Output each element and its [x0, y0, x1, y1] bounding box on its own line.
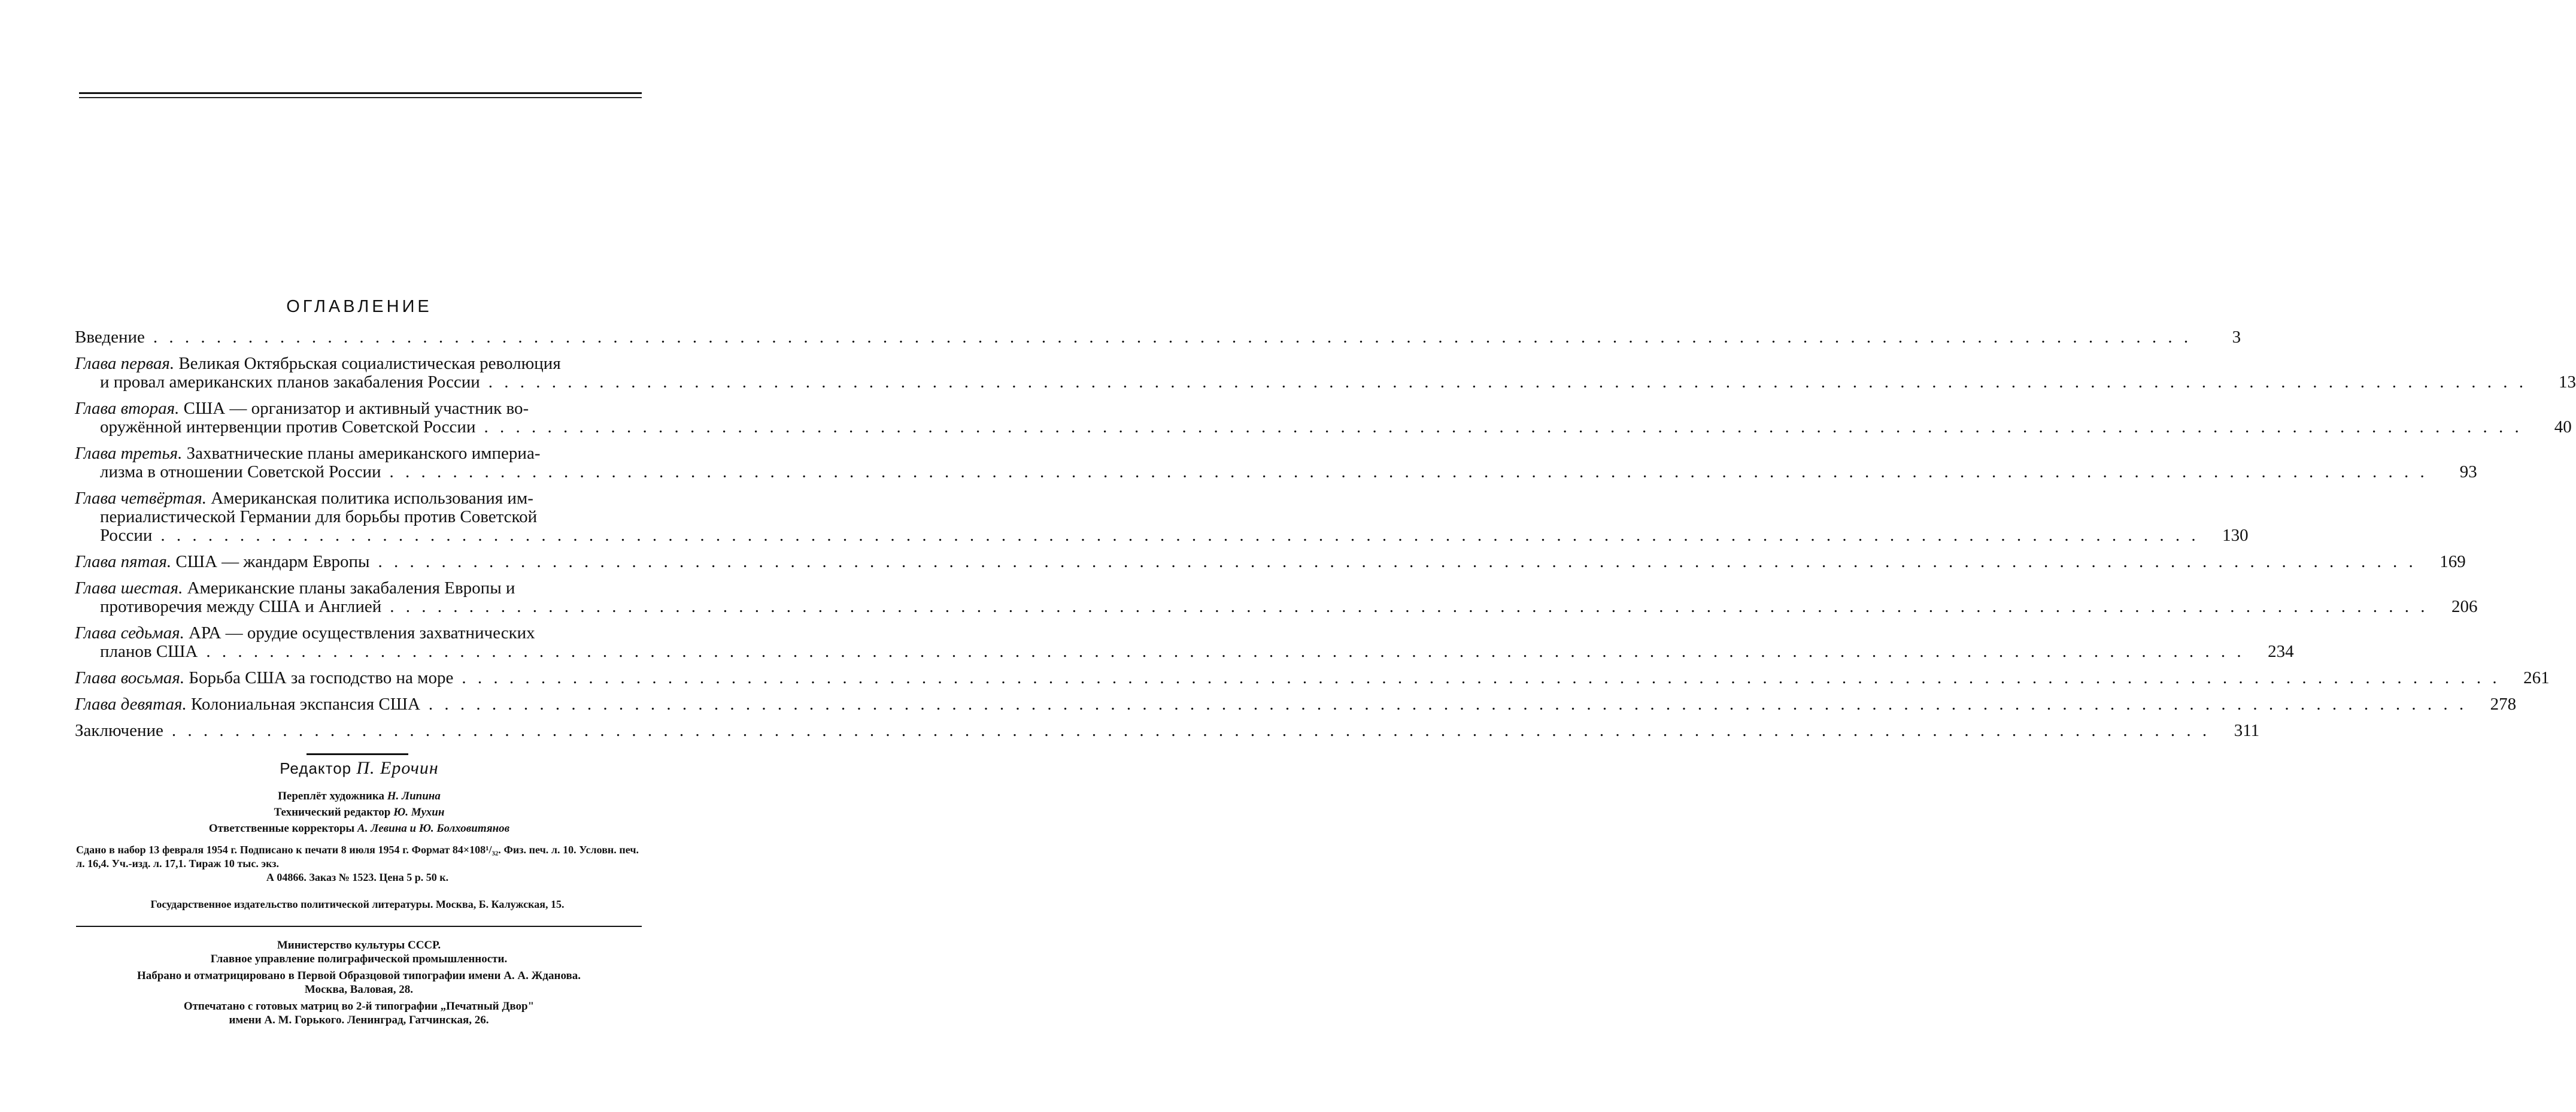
imprint-details [76, 843, 639, 884]
entry-title: Борьба США за господство на море [189, 668, 454, 687]
editor-credit [0, 758, 718, 778]
toc-entry-chapter-5[interactable] [75, 552, 2466, 571]
tech-editor-role: Технический редактор [274, 806, 391, 819]
entry-title: Введение [75, 328, 145, 347]
entry-title-line2: и провал американских планов закабаления России [100, 372, 480, 392]
page-number: 130 [2222, 526, 2249, 545]
top-rule-thin [79, 97, 642, 98]
toc-entry-chapter-8[interactable] [75, 668, 2550, 687]
chapter-label: Глава вторая. [75, 399, 180, 418]
entry-title: Заключение [75, 721, 163, 740]
entry-title-line3: России [100, 526, 153, 545]
entry-title: Колониальная экспансия США [190, 695, 420, 714]
toc-entry-chapter-4[interactable] [75, 489, 2249, 545]
toc-entry-chapter-6[interactable] [75, 578, 2478, 616]
printed-address: имени А. М. Горького. Ленинград, Гатчинская, 26. [229, 1014, 489, 1026]
ministry-line: Министерство культуры СССР. [277, 939, 441, 952]
page-number: 169 [2440, 552, 2466, 571]
toc-title: ОГЛАВЛЕНИЕ [286, 297, 432, 316]
entry-title-line1: Великая Октябрьская социалистическая революция [178, 354, 561, 373]
tech-editor-name: Ю. Мухин [393, 806, 445, 819]
directorate-line: Главное управление полиграфической промышленности. [210, 953, 508, 965]
chapter-label: Глава седьмая. [75, 623, 184, 643]
page-number: 234 [2268, 642, 2294, 661]
toc-entry-chapter-9[interactable] [75, 695, 2517, 714]
entry-title-line1: Захватнические планы американского империа- [186, 444, 541, 463]
toc-entry-introduction[interactable] [75, 328, 2241, 347]
toc-entry-chapter-7[interactable] [75, 623, 2294, 661]
binding-role: Переплёт художника [278, 790, 385, 802]
binding-name: Н. Липина [387, 790, 441, 802]
section-divider [307, 753, 408, 755]
entry-title-line2: периалистической Германии для борьбы против Советской [100, 507, 538, 526]
top-rule [79, 92, 642, 94]
page-number: 3 [2232, 328, 2241, 347]
page-number: 278 [2490, 695, 2517, 714]
toc-entry-chapter-1[interactable] [75, 354, 2576, 392]
chapter-label: Глава третья. [75, 444, 183, 463]
entry-title-line2: противоречия между США и Англией [100, 597, 382, 616]
entry-title-line1: АРА — орудие осуществления захватнических [189, 623, 535, 643]
entry-title-line2: оружённой интервенции против Советской России [100, 417, 476, 437]
page-number: 93 [2459, 462, 2477, 481]
imprint-line1: Сдано в набор 13 февраля 1954 г. Подписано к печати 8 июля 1954 г. Формат 84×108¹/₃₂. Физ. печ. л. 10. Условн. печ. л. 16,4. Уч.-изд. л. 17,1. Тираж 10 тыс. экз. [76, 844, 639, 869]
bottom-rule [76, 926, 642, 927]
toc-entry-chapter-3[interactable] [75, 444, 2477, 481]
entry-title-line1: Американская политика использования им- [211, 489, 533, 508]
printed-line: Отпечатано с готовых матриц во 2-й типографии „Печатный Двор" [183, 1000, 535, 1013]
chapter-label: Глава шестая. [75, 578, 183, 598]
chapter-label: Глава девятая. [75, 695, 187, 714]
editor-name: П. Ерочин [356, 758, 439, 778]
toc-entry-conclusion[interactable] [75, 721, 2260, 740]
publisher-line: Государственное издательство политической литературы. Москва, Б. Калужская, 15. [150, 898, 565, 910]
printer-info [76, 938, 642, 1030]
toc-entry-chapter-2[interactable] [75, 399, 2572, 437]
typeset-address: Москва, Валовая, 28. [304, 983, 414, 996]
page-number: 40 [2554, 417, 2572, 437]
page-number: 13 [2559, 372, 2576, 392]
page-number: 261 [2523, 668, 2550, 687]
chapter-label: Глава восьмая. [75, 668, 185, 687]
entry-title: США — жандарм Европы [175, 552, 370, 571]
entry-title-line2: планов США [100, 642, 198, 661]
entry-title-line2: лизма в отношении Советской России [100, 462, 381, 481]
entry-title-line1: США — организатор и активный участник во- [183, 399, 529, 418]
table-of-contents [75, 328, 2576, 748]
imprint-line2: А 04866. Заказ № 1523. Цена 5 р. 50 к. [266, 871, 449, 883]
chapter-label: Глава первая. [75, 354, 175, 373]
page-number: 206 [2451, 597, 2478, 616]
proofreaders-role: Ответственные корректоры [208, 822, 355, 835]
page-number: 311 [2234, 721, 2260, 740]
chapter-label: Глава четвёртая. [75, 489, 207, 508]
chapter-label: Глава пятая. [75, 552, 172, 571]
entry-title-line1: Американские планы закабаления Европы и [187, 578, 515, 598]
proofreaders-names: А. Левина и Ю. Болховитянов [357, 822, 510, 835]
editor-role: Редактор [280, 759, 352, 777]
staff-credits [0, 788, 718, 837]
typeset-line: Набрано и отматрицировано в Первой Образцовой типографии имени А. А. Жданова. [136, 969, 581, 982]
